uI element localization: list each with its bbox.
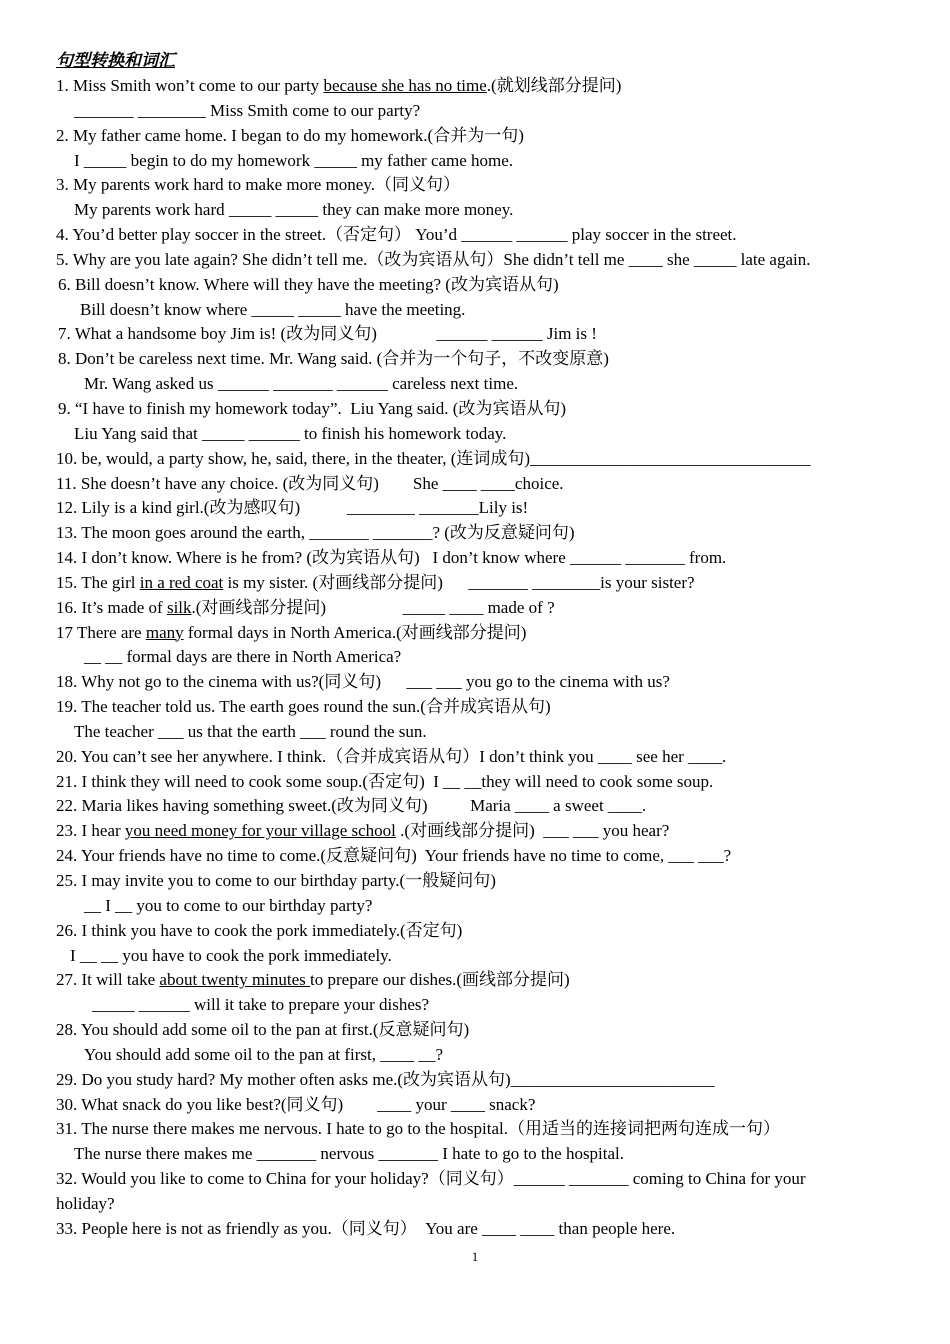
exercise-text: is my sister. (对画线部分提问) _______ ________is your sister?	[223, 572, 695, 592]
exercise-text: I __ __ you have to cook the pork immediately.	[70, 945, 392, 965]
exercise-line	[56, 919, 901, 944]
exercise-text: __ __ formal days are there in North America?	[84, 647, 402, 667]
exercise-text: Liu Yang said that _____ ______ to finish his homework today.	[74, 423, 507, 443]
exercise-text: 7. What a handsome boy Jim is! (改为同义句) ______ ______ Jim is !	[58, 324, 597, 344]
exercise-line	[56, 496, 901, 521]
underlined-phrase: you need money for your village school	[124, 821, 396, 841]
exercise-line	[56, 819, 901, 844]
exercise-line	[56, 397, 901, 422]
page-number: 1	[471, 1249, 479, 1264]
exercise-text: 6. Bill doesn’t know. Where will they have the meeting? (改为宾语从句)	[58, 274, 559, 294]
exercise-text: 28. You should add some oil to the pan at first.(反意疑问句)	[56, 1020, 470, 1040]
exercise-text: .(对画线部分提问) _____ ____ made of ?	[191, 597, 555, 617]
exercise-text: 25. I may invite you to come to our birthday party.(一般疑问句)	[56, 871, 496, 890]
exercise-line	[56, 596, 901, 621]
exercise-line	[56, 1117, 901, 1142]
exercise-line	[56, 1068, 901, 1093]
exercise-text: __ I __ you to come to our birthday party?	[84, 895, 373, 915]
exercise-line	[56, 844, 901, 869]
exercise-text: 10. be, would, a party show, he, said, there, in the theater, (连词成句)_________________________________	[56, 448, 811, 468]
exercise-text: 33. People here is not as friendly as you.（同义句） You are ____ ____ than people here.	[56, 1218, 676, 1238]
exercise-line	[56, 869, 901, 894]
exercise-text: 11. She doesn’t have any choice. (改为同义句) She ____ ____choice.	[56, 473, 564, 493]
exercise-text: 29. Do you study hard? My mother often asks me.(改为宾语从句)________________________	[56, 1069, 715, 1089]
exercise-text: 5. Why are you late again? She didn’t tell me.（改为宾语从句）She didn’t tell me ____ she _____ late again.	[56, 249, 811, 269]
worksheet-title: 句型转换和词汇	[56, 51, 175, 70]
underlined-phrase: silk	[166, 597, 192, 617]
underlined-phrase: about twenty minutes	[159, 970, 311, 990]
exercise-text: _____ ______ will it take to prepare your dishes?	[92, 995, 430, 1015]
exercise-text: 30. What snack do you like best?(同义句) ____ your ____ snack?	[56, 1094, 536, 1114]
exercise-line	[56, 74, 901, 99]
exercise-list	[56, 74, 901, 1242]
exercise-text: 16. It’s made of	[56, 597, 167, 617]
exercise-line	[56, 298, 901, 323]
exercise-line	[56, 472, 901, 497]
underlined-phrase: because she has no time	[323, 76, 487, 95]
exercise-line	[56, 521, 901, 546]
exercise-line	[56, 173, 901, 198]
exercise-text: _______ ________ Miss Smith come to our party?	[74, 100, 421, 120]
exercise-text: 2. My father came home. I began to do my homework.(合并为一句)	[56, 125, 524, 145]
exercise-line	[56, 347, 901, 372]
exercise-text: I _____ begin to do my homework _____ my father came home.	[74, 150, 514, 170]
exercise-text: formal days in North America.(对画线部分提问)	[183, 622, 527, 642]
exercise-line	[56, 1142, 901, 1167]
exercise-text: 21. I think they will need to cook some soup.(否定句) I __ __they will need to cook some soup.	[56, 771, 714, 791]
exercise-line	[56, 670, 901, 695]
exercise-line	[56, 894, 901, 919]
exercise-text: 23. I hear	[56, 821, 125, 841]
worksheet	[56, 48, 901, 1242]
exercise-line	[56, 645, 901, 670]
exercise-text: holiday?	[56, 1193, 115, 1213]
exercise-line	[56, 621, 901, 646]
exercise-text: 9. “I have to finish my homework today”. Liu Yang said. (改为宾语从句)	[58, 398, 567, 418]
exercise-line	[56, 695, 901, 720]
exercise-text: .(对画线部分提问) ___ ___ you hear?	[395, 821, 670, 841]
exercise-text: The teacher ___ us that the earth ___ round the sun.	[74, 721, 427, 741]
exercise-line	[56, 198, 901, 223]
exercise-text: 18. Why not go to the cinema with us?(同义句) ___ ___ you go to the cinema with us?	[56, 672, 670, 692]
exercise-text: 15. The girl	[56, 572, 140, 592]
exercise-line	[56, 99, 901, 124]
exercise-text: 4. You’d better play soccer in the street.（否定句） You’d ______ ______ play soccer in the street.	[56, 225, 737, 245]
exercise-text: Bill doesn’t know where _____ _____ have the meeting.	[80, 299, 466, 319]
exercise-line	[56, 447, 901, 472]
underlined-phrase: in a red coat	[139, 572, 224, 592]
exercise-text: 31. The nurse there makes me nervous. I hate to go to the hospital.（用适当的连接词把两句连成一句）	[56, 1119, 780, 1139]
exercise-text: 17 There are	[56, 622, 146, 642]
exercise-text: 26. I think you have to cook the pork immediately.(否定句)	[56, 920, 463, 940]
exercise-text: 14. I don’t know. Where is he from? (改为宾语从句) I don’t know where ______ _______ from.	[56, 548, 727, 568]
exercise-line	[56, 794, 901, 819]
exercise-line	[56, 1217, 901, 1242]
exercise-line	[56, 1043, 901, 1068]
exercise-text: 1. Miss Smith won’t come to our party	[56, 76, 324, 95]
exercise-line	[56, 546, 901, 571]
exercise-line	[56, 993, 901, 1018]
exercise-text: My parents work hard _____ _____ they can make more money.	[74, 200, 514, 220]
exercise-text: 19. The teacher told us. The earth goes round the sun.(合并成宾语从句)	[56, 697, 551, 717]
exercise-line	[56, 1093, 901, 1118]
exercise-line	[56, 968, 901, 993]
exercise-text: 20. You can’t see her anywhere. I think.（合并成宾语从句）I don’t think you ____ see her ____.	[56, 746, 727, 766]
exercise-text: 32. Would you like to come to China for your holiday?（同义句）______ _______ coming to China for your	[56, 1169, 806, 1189]
exercise-line	[56, 248, 901, 273]
exercise-line	[56, 944, 901, 969]
exercise-line	[56, 1192, 901, 1217]
exercise-line	[56, 149, 901, 174]
exercise-text: 12. Lily is a kind girl.(改为感叹句) ________ _______Lily is!	[56, 498, 529, 518]
exercise-text: You should add some oil to the pan at first, ____ __?	[84, 1044, 444, 1064]
exercise-line	[56, 1167, 901, 1192]
exercise-line	[56, 322, 901, 347]
exercise-line	[56, 124, 901, 149]
underlined-phrase: many	[145, 622, 184, 642]
exercise-line	[56, 1018, 901, 1043]
exercise-text: 22. Maria likes having something sweet.(改为同义句) Maria ____ a sweet ____.	[56, 796, 647, 816]
exercise-text: 27. It will take	[56, 970, 160, 990]
exercise-line	[56, 372, 901, 397]
exercise-text: The nurse there makes me _______ nervous _______ I hate to go to the hospital.	[74, 1144, 625, 1164]
exercise-line	[56, 273, 901, 298]
exercise-line	[56, 720, 901, 745]
exercise-text: Mr. Wang asked us ______ _______ ______ careless next time.	[84, 374, 519, 394]
exercise-text: 8. Don’t be careless next time. Mr. Wang said. (合并为一个句子，不改变原意)	[58, 349, 609, 369]
exercise-text: .(就划线部分提问)	[486, 76, 622, 95]
exercise-text: 3. My parents work hard to make more money.（同义句）	[56, 175, 460, 195]
exercise-line	[56, 770, 901, 795]
exercise-text: 24. Your friends have no time to come.(反意疑问句) Your friends have no time to come, ___ ___?	[56, 846, 732, 866]
exercise-line	[56, 571, 901, 596]
exercise-text: to prepare our dishes.(画线部分提问)	[310, 970, 570, 990]
exercise-line	[56, 422, 901, 447]
exercise-text: 13. The moon goes around the earth, _______ _______? (改为反意疑问句)	[56, 523, 575, 543]
exercise-line	[56, 745, 901, 770]
exercise-line	[56, 223, 901, 248]
